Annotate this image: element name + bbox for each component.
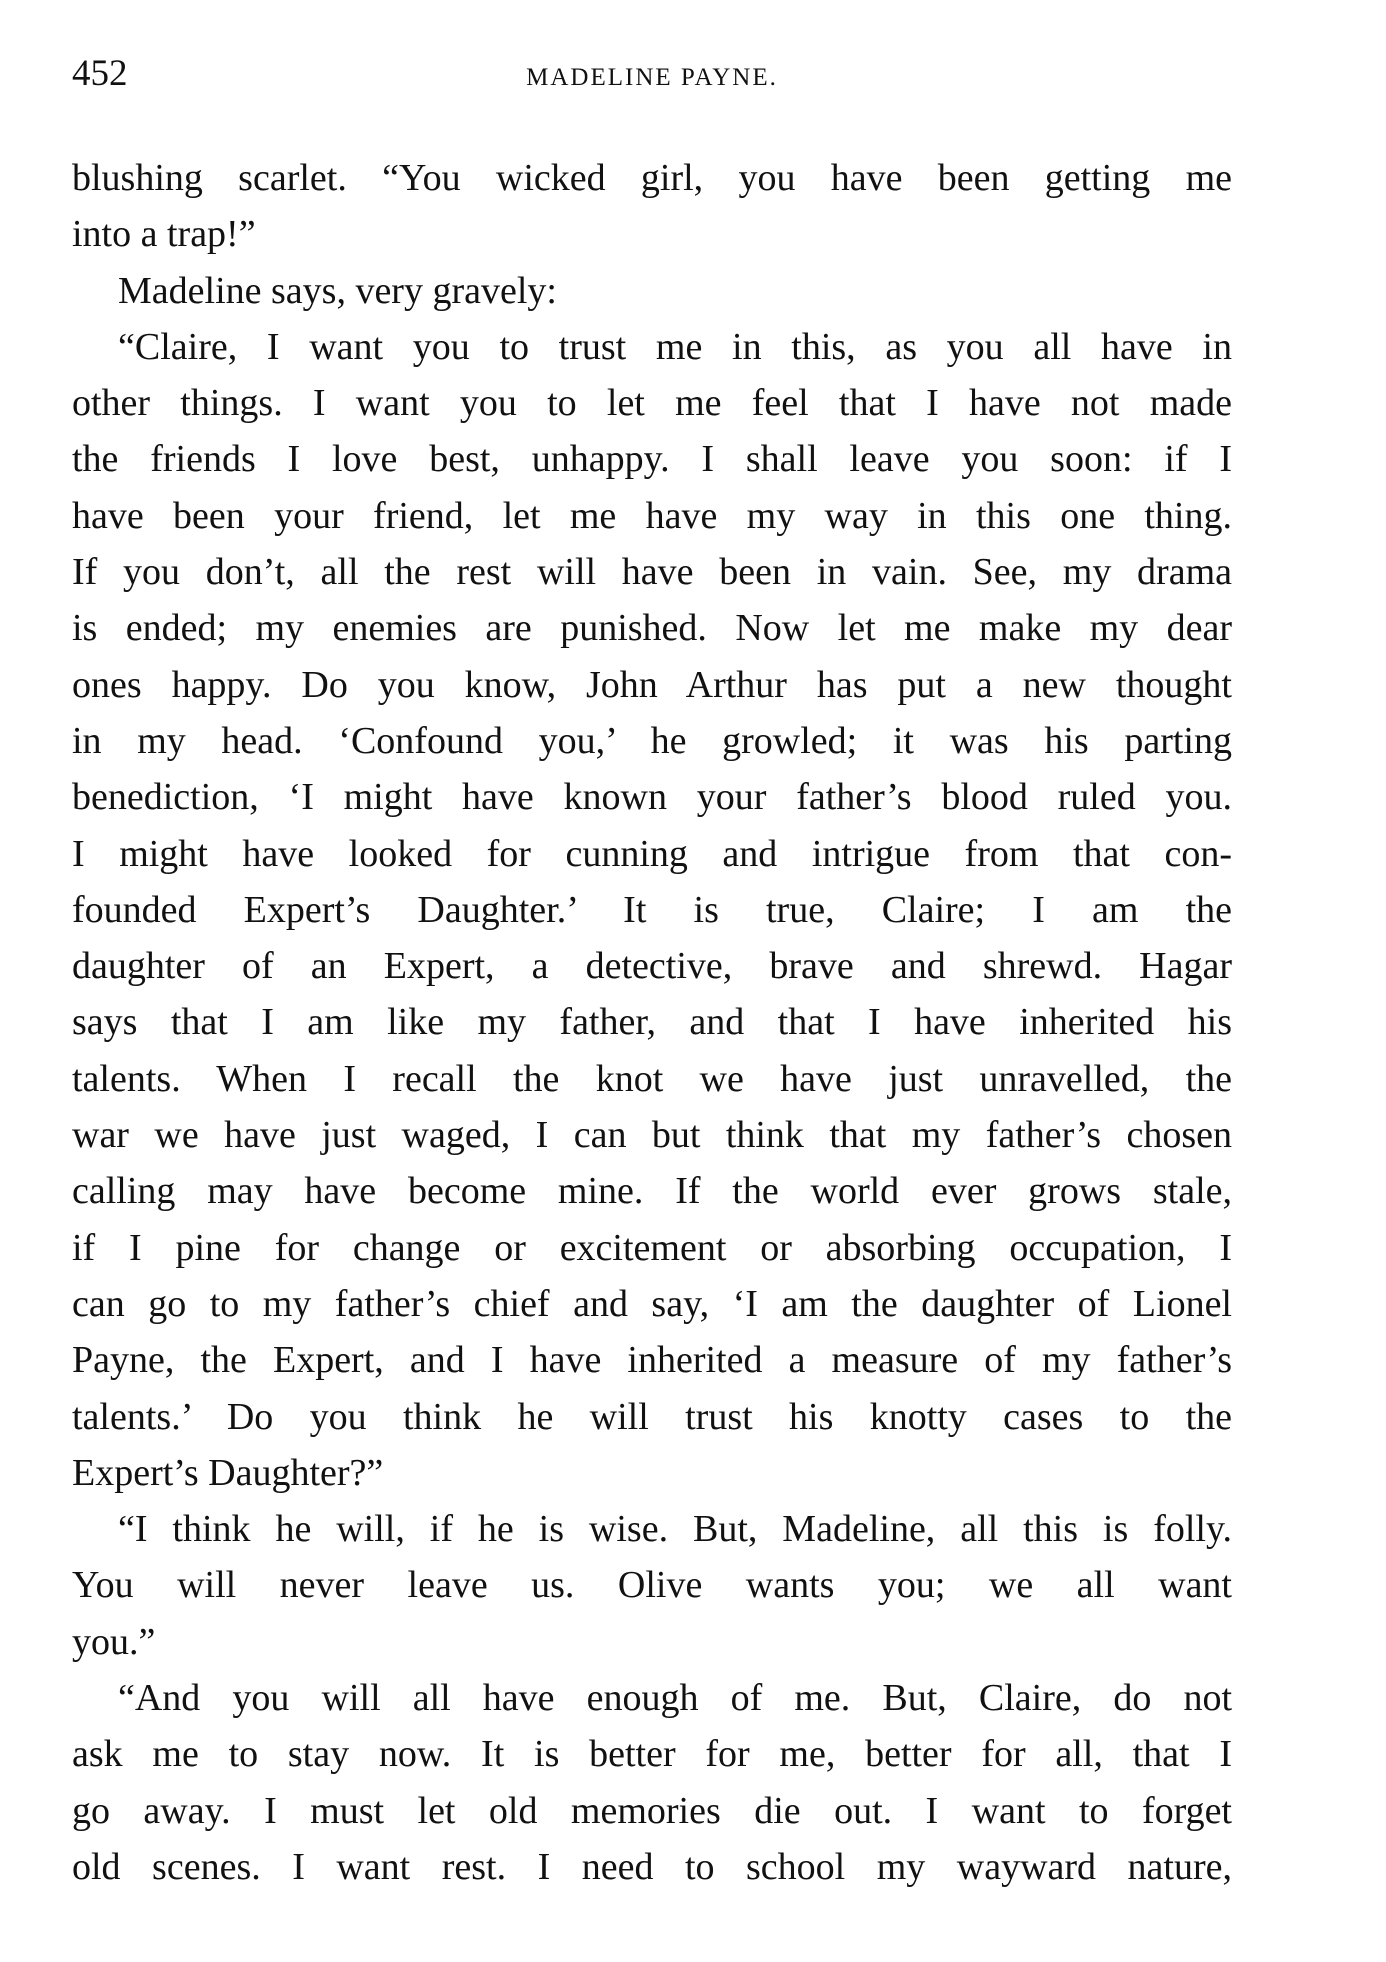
text-line: “And you will all have enough of me. But, Claire, do not	[118, 1677, 1232, 1720]
text-line: “I think he will, if he is wise. But, Madeline, all this is folly.	[118, 1508, 1232, 1551]
page-header	[72, 52, 1232, 102]
text-line: Madeline says, very gravely:	[118, 269, 557, 312]
text-line: is ended; my enemies are punished. Now let me make my dear	[72, 607, 1232, 650]
text-line: Payne, the Expert, and I have inherited a measure of my father’s	[72, 1339, 1232, 1382]
text-line: in my head. ‘Confound you,’ he growled; it was his parting	[72, 719, 1232, 762]
text-line: Expert’s Daughter?”	[72, 1451, 384, 1494]
text-line: you.”	[72, 1620, 156, 1663]
text-line: says that I am like my father, and that I have inherited his	[72, 1001, 1232, 1044]
text-line: war we have just waged, I can but think that my father’s chosen	[72, 1114, 1232, 1157]
text-line: can go to my father’s chief and say, ‘I am the daughter of Lionel	[72, 1282, 1232, 1325]
text-line: If you don’t, all the rest will have been in vain. See, my drama	[72, 551, 1232, 594]
text-line: You will never leave us. Olive wants you; we all want	[72, 1564, 1232, 1607]
text-line: benediction, ‘I might have known your father’s blood ruled you.	[72, 776, 1232, 819]
text-line: “Claire, I want you to trust me in this, as you all have in	[118, 325, 1232, 368]
text-line: ask me to stay now. It is better for me, better for all, that I	[72, 1733, 1232, 1776]
text-line: blushing scarlet. “You wicked girl, you have been getting me	[72, 157, 1232, 199]
text-line: go away. I must let old memories die out. I want to forget	[72, 1789, 1232, 1832]
text-line: the friends I love best, unhappy. I shall leave you soon: if I	[72, 438, 1232, 481]
text-line: calling may have become mine. If the world ever grows stale,	[72, 1170, 1232, 1213]
text-line: daughter of an Expert, a detective, brave and shrewd. Hagar	[72, 945, 1232, 988]
text-line: if I pine for change or excitement or absorbing occupation, I	[72, 1226, 1232, 1269]
text-line: I might have looked for cunning and intrigue from that con-	[72, 832, 1232, 875]
page-number: 452	[72, 53, 128, 94]
text-line: old scenes. I want rest. I need to school my wayward nature,	[72, 1845, 1232, 1888]
text-line: have been your friend, let me have my way in this one thing.	[72, 494, 1232, 537]
text-line: talents.’ Do you think he will trust his knotty cases to the	[72, 1395, 1232, 1438]
body-text	[72, 150, 1232, 1895]
text-line: talents. When I recall the knot we have just unravelled, the	[72, 1057, 1232, 1100]
text-line: into a trap!”	[72, 213, 256, 256]
text-line: ones happy. Do you know, John Arthur has put a new thought	[72, 663, 1232, 706]
running-title: MADELINE PAYNE.	[526, 64, 778, 91]
text-line: other things. I want you to let me feel that I have not made	[72, 382, 1232, 425]
text-line: founded Expert’s Daughter.’ It is true, Claire; I am the	[72, 888, 1232, 931]
